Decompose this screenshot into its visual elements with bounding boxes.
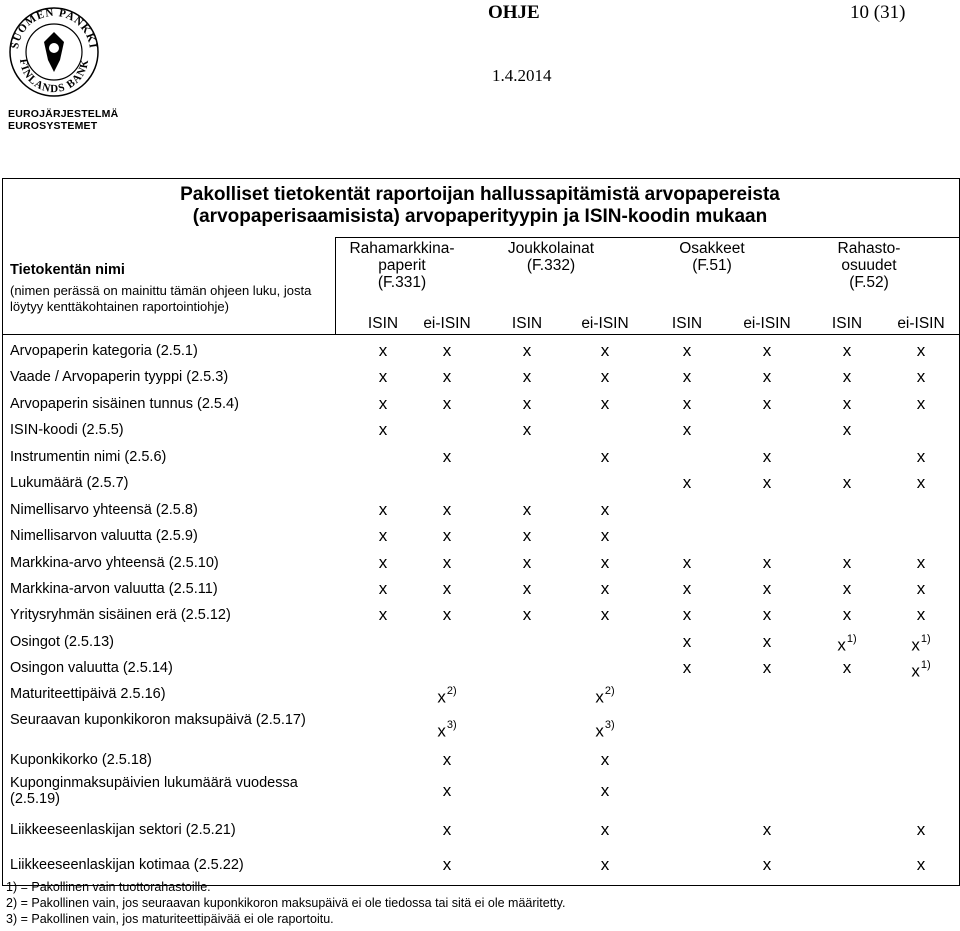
- required-mark: [590, 685, 620, 706]
- mark-x: x: [442, 341, 452, 360]
- required-mark: [590, 719, 620, 740]
- row-label: Liikkeeseenlaskijan kotimaa (2.5.22): [10, 857, 244, 873]
- group-header-1: [332, 240, 472, 291]
- mark-x: x: [682, 579, 692, 598]
- mark-x: x: [916, 473, 926, 492]
- row-label: Osingon valuutta (2.5.14): [10, 660, 173, 676]
- row-label: Arvopaperin kategoria (2.5.1): [10, 343, 198, 359]
- mark-x: x: [442, 394, 452, 413]
- mark-x: x: [442, 781, 452, 800]
- required-mark: [512, 421, 542, 438]
- row-label: Vaade / Arvopaperin tyyppi (2.5.3): [10, 369, 229, 385]
- footnote-3: 3) = Pakollinen vain, jos maturiteettipäivää ei ole raportoitu.: [6, 912, 334, 926]
- required-mark: [832, 395, 862, 412]
- required-mark: [590, 856, 620, 873]
- mark-x: x: [837, 635, 846, 655]
- required-mark: [832, 633, 862, 654]
- required-mark: [590, 527, 620, 544]
- mark-x: x: [842, 420, 852, 439]
- group-header-3: [642, 240, 782, 274]
- required-mark: [432, 527, 462, 544]
- mark-x: x: [916, 579, 926, 598]
- mark-x: x: [600, 553, 610, 572]
- required-mark: [752, 856, 782, 873]
- mark-x: x: [378, 367, 388, 386]
- mark-x: x: [522, 605, 532, 624]
- row-label: Yritysryhmän sisäinen erä (2.5.12): [10, 607, 231, 623]
- required-mark: [432, 685, 462, 706]
- required-mark: [752, 554, 782, 571]
- mark-x: x: [762, 473, 772, 492]
- required-mark: [832, 342, 862, 359]
- group-header-line1: Rahasto-: [837, 240, 901, 257]
- required-mark: [590, 368, 620, 385]
- mark-x: x: [442, 579, 452, 598]
- required-mark: [752, 368, 782, 385]
- row-label: Osingot (2.5.13): [10, 634, 114, 650]
- row-label: Maturiteettipäivä 2.5.16): [10, 686, 166, 702]
- mark-x: x: [522, 341, 532, 360]
- mark-x: x: [762, 367, 772, 386]
- mark-x: x: [522, 500, 532, 519]
- mark-x: x: [522, 526, 532, 545]
- required-mark: [368, 421, 398, 438]
- mark-x: x: [522, 367, 532, 386]
- mark-x: x: [916, 394, 926, 413]
- table-main-heading: [155, 184, 805, 228]
- required-mark: [752, 448, 782, 465]
- row-label: Instrumentin nimi (2.5.6): [10, 449, 167, 465]
- group-header-line1: Rahamarkkina-: [349, 240, 455, 257]
- mark-x: x: [842, 579, 852, 598]
- mark-x: x: [916, 820, 926, 839]
- mark-x: x: [682, 341, 692, 360]
- required-mark: [432, 751, 462, 768]
- required-mark: [432, 580, 462, 597]
- mark-x: x: [378, 394, 388, 413]
- required-mark: [672, 342, 702, 359]
- required-mark: [752, 395, 782, 412]
- mark-x: x: [600, 526, 610, 545]
- mark-x: x: [682, 605, 692, 624]
- row-label: Markkina-arvon valuutta (2.5.11): [10, 581, 218, 597]
- field-name-header: Tietokentän nimi: [10, 262, 125, 278]
- mark-x: x: [442, 526, 452, 545]
- required-mark: [752, 821, 782, 838]
- subheader-1: ISIN: [367, 315, 399, 332]
- svg-text:FINLANDS BANK: FINLANDS BANK: [16, 57, 92, 96]
- required-mark: [432, 501, 462, 518]
- mark-x: x: [911, 661, 920, 681]
- subheader-5: ISIN: [671, 315, 703, 332]
- required-mark: [432, 554, 462, 571]
- mark-x: x: [842, 394, 852, 413]
- footnote-ref: 3): [604, 719, 615, 731]
- required-mark: [752, 659, 782, 676]
- required-mark: [590, 342, 620, 359]
- subheader-7: ISIN: [831, 315, 863, 332]
- mark-x: x: [762, 447, 772, 466]
- required-mark: [590, 501, 620, 518]
- required-mark: [590, 448, 620, 465]
- required-mark: [590, 782, 620, 799]
- mark-x: x: [442, 605, 452, 624]
- mark-x: x: [595, 721, 604, 741]
- required-mark: [512, 368, 542, 385]
- mark-x: x: [842, 553, 852, 572]
- group-header-line3: (F.331): [377, 274, 427, 291]
- footnote-ref: 3): [446, 719, 457, 731]
- mark-x: x: [600, 367, 610, 386]
- required-mark: [672, 633, 702, 650]
- footnote-1: 1) = Pakollinen vain tuottorahastoille.: [6, 880, 211, 894]
- required-mark: [432, 395, 462, 412]
- required-mark: [368, 395, 398, 412]
- suomen-pankki-seal-logo: [8, 0, 100, 104]
- mark-x: x: [600, 341, 610, 360]
- footnote-ref: 2): [446, 685, 457, 697]
- mark-x: x: [442, 367, 452, 386]
- row-label: Seuraavan kuponkikoron maksupäivä (2.5.17): [10, 712, 306, 728]
- required-mark: [590, 821, 620, 838]
- required-mark: [368, 606, 398, 623]
- mark-x: x: [762, 855, 772, 874]
- row-label: Liikkeeseenlaskijan sektori (2.5.21): [10, 822, 236, 838]
- required-mark: [906, 474, 936, 491]
- mark-x: x: [842, 658, 852, 677]
- required-mark: [672, 580, 702, 597]
- footnote-ref: 1): [920, 659, 931, 671]
- required-mark: [752, 474, 782, 491]
- mark-x: x: [682, 632, 692, 651]
- mark-x: x: [600, 394, 610, 413]
- required-mark: [432, 856, 462, 873]
- mark-x: x: [600, 781, 610, 800]
- subheader-3: ISIN: [511, 315, 543, 332]
- mark-x: x: [442, 447, 452, 466]
- euro-line-sv: EUROSYSTEMET: [8, 120, 98, 132]
- subheader-4: ei-ISIN: [581, 315, 629, 332]
- mark-x: x: [682, 394, 692, 413]
- required-mark: [672, 421, 702, 438]
- mark-x: x: [522, 394, 532, 413]
- mark-x: x: [522, 553, 532, 572]
- required-mark: [590, 751, 620, 768]
- mark-x: x: [378, 341, 388, 360]
- group-header-line1: Osakkeet: [679, 240, 745, 257]
- mark-x: x: [437, 721, 446, 741]
- required-mark: [752, 580, 782, 597]
- required-mark: [906, 395, 936, 412]
- required-mark: [906, 606, 936, 623]
- mark-x: x: [842, 605, 852, 624]
- mark-x: x: [842, 367, 852, 386]
- group-header-line2: (F.332): [526, 257, 576, 274]
- required-mark: [672, 606, 702, 623]
- mark-x: x: [600, 579, 610, 598]
- mark-x: x: [378, 500, 388, 519]
- required-mark: [512, 501, 542, 518]
- required-mark: [368, 580, 398, 597]
- required-mark: [512, 527, 542, 544]
- mark-x: x: [916, 341, 926, 360]
- row-label: Nimellisarvon valuutta (2.5.9): [10, 528, 198, 544]
- required-mark: [512, 554, 542, 571]
- subheader-2: ei-ISIN: [423, 315, 471, 332]
- footnote-ref: 1): [846, 633, 857, 645]
- page-number: 10 (31): [850, 2, 906, 23]
- required-mark: [432, 448, 462, 465]
- mark-x: x: [442, 500, 452, 519]
- mark-x: x: [682, 420, 692, 439]
- group-header-4: [799, 240, 939, 291]
- mark-x: x: [600, 820, 610, 839]
- mark-x: x: [378, 553, 388, 572]
- subheader-8: ei-ISIN: [897, 315, 945, 332]
- mark-x: x: [442, 553, 452, 572]
- required-mark: [672, 474, 702, 491]
- required-mark: [368, 501, 398, 518]
- required-mark: [368, 368, 398, 385]
- mark-x: x: [522, 420, 532, 439]
- mark-x: x: [682, 553, 692, 572]
- mark-x: x: [762, 820, 772, 839]
- heading-divider: [335, 237, 959, 238]
- row-label: Kuponkikorko (2.5.18): [10, 752, 152, 768]
- required-mark: [752, 606, 782, 623]
- header-divider: [2, 334, 960, 335]
- required-mark: [590, 554, 620, 571]
- required-mark: [368, 527, 398, 544]
- required-mark: [906, 856, 936, 873]
- mark-x: x: [442, 820, 452, 839]
- required-mark: [432, 606, 462, 623]
- required-mark: [832, 606, 862, 623]
- group-header-line2: (F.51): [692, 257, 732, 274]
- group-header-line2: paperit: [378, 257, 426, 274]
- required-mark: [512, 395, 542, 412]
- row-label: Nimellisarvo yhteensä (2.5.8): [10, 502, 198, 518]
- required-mark: [832, 421, 862, 438]
- eurosystem-label: [8, 108, 118, 132]
- document-title: OHJE: [488, 2, 540, 23]
- mark-x: x: [916, 553, 926, 572]
- group-header-line1: Joukkolainat: [507, 240, 595, 257]
- row-label: Lukumäärä (2.5.7): [10, 475, 129, 491]
- footnote-2: 2) = Pakollinen vain, jos seuraavan kuponkikoron maksupäivä ei ole tiedossa tai sitä ei ole määritetty.: [6, 896, 566, 910]
- mark-x: x: [378, 605, 388, 624]
- mark-x: x: [595, 687, 604, 707]
- mark-x: x: [600, 855, 610, 874]
- required-mark: [752, 342, 782, 359]
- footnote-ref: 1): [920, 633, 931, 645]
- mark-x: x: [600, 447, 610, 466]
- required-mark: [832, 554, 862, 571]
- required-mark: [432, 719, 462, 740]
- required-mark: [368, 342, 398, 359]
- group-header-line3: (F.52): [849, 274, 889, 291]
- mark-x: x: [762, 632, 772, 651]
- required-mark: [432, 342, 462, 359]
- required-mark: [512, 342, 542, 359]
- required-mark: [906, 580, 936, 597]
- mark-x: x: [916, 367, 926, 386]
- row-label: Kuponginmaksupäivien lukumäärä vuodessa (2.5.19): [10, 775, 298, 807]
- required-mark: [512, 580, 542, 597]
- row-label: Markkina-arvo yhteensä (2.5.10): [10, 555, 219, 571]
- mark-x: x: [522, 579, 532, 598]
- euro-line-fi: EUROJÄRJESTELMÄ: [8, 108, 119, 120]
- mark-x: x: [762, 658, 772, 677]
- mark-x: x: [842, 473, 852, 492]
- group-header-line2: osuudet: [841, 257, 897, 274]
- main-heading-line2: (arvopaperisaamisista) arvopaperityypin ja ISIN-koodin mukaan: [192, 206, 768, 227]
- mark-x: x: [762, 394, 772, 413]
- required-mark: [832, 580, 862, 597]
- required-mark: [832, 368, 862, 385]
- required-mark: [590, 395, 620, 412]
- mark-x: x: [762, 553, 772, 572]
- mark-x: x: [762, 579, 772, 598]
- required-mark: [906, 659, 936, 680]
- group-header-2: [481, 240, 621, 274]
- required-mark: [590, 606, 620, 623]
- required-mark: [906, 368, 936, 385]
- required-mark: [906, 342, 936, 359]
- mark-x: x: [762, 605, 772, 624]
- required-mark: [906, 633, 936, 654]
- required-mark: [672, 554, 702, 571]
- required-mark: [752, 633, 782, 650]
- mark-x: x: [600, 500, 610, 519]
- row-label: ISIN-koodi (2.5.5): [10, 422, 124, 438]
- required-mark: [672, 659, 702, 676]
- mark-x: x: [916, 447, 926, 466]
- required-mark: [432, 821, 462, 838]
- required-mark: [906, 448, 936, 465]
- mark-x: x: [916, 605, 926, 624]
- mark-x: x: [916, 855, 926, 874]
- main-heading-line1: Pakolliset tietokentät raportoijan hallussapitämistä arvopapereista: [180, 184, 780, 205]
- mark-x: x: [442, 750, 452, 769]
- mark-x: x: [842, 341, 852, 360]
- field-name-note: (nimen perässä on mainittu tämän ohjeen luku, josta löytyy kenttäkohtainen raportointiohje): [10, 283, 312, 314]
- mark-x: x: [600, 605, 610, 624]
- mark-x: x: [682, 367, 692, 386]
- svg-text:SUOMEN PANKKI: SUOMEN PANKKI: [9, 6, 99, 50]
- mark-x: x: [378, 579, 388, 598]
- mark-x: x: [600, 750, 610, 769]
- required-mark: [672, 368, 702, 385]
- required-mark: [672, 395, 702, 412]
- required-mark: [906, 821, 936, 838]
- required-mark: [590, 580, 620, 597]
- mark-x: x: [378, 420, 388, 439]
- row-label: Arvopaperin sisäinen tunnus (2.5.4): [10, 396, 239, 412]
- required-mark: [832, 659, 862, 676]
- mark-x: x: [442, 855, 452, 874]
- mark-x: x: [682, 658, 692, 677]
- required-mark: [432, 368, 462, 385]
- required-mark: [906, 554, 936, 571]
- document-date: 1.4.2014: [492, 66, 552, 85]
- required-mark: [432, 782, 462, 799]
- mark-x: x: [911, 635, 920, 655]
- footnote-ref: 2): [604, 685, 615, 697]
- mark-x: x: [437, 687, 446, 707]
- required-mark: [512, 606, 542, 623]
- required-mark: [832, 474, 862, 491]
- mark-x: x: [682, 473, 692, 492]
- mark-x: x: [762, 341, 772, 360]
- subheader-6: ei-ISIN: [743, 315, 791, 332]
- required-mark: [368, 554, 398, 571]
- mark-x: x: [378, 526, 388, 545]
